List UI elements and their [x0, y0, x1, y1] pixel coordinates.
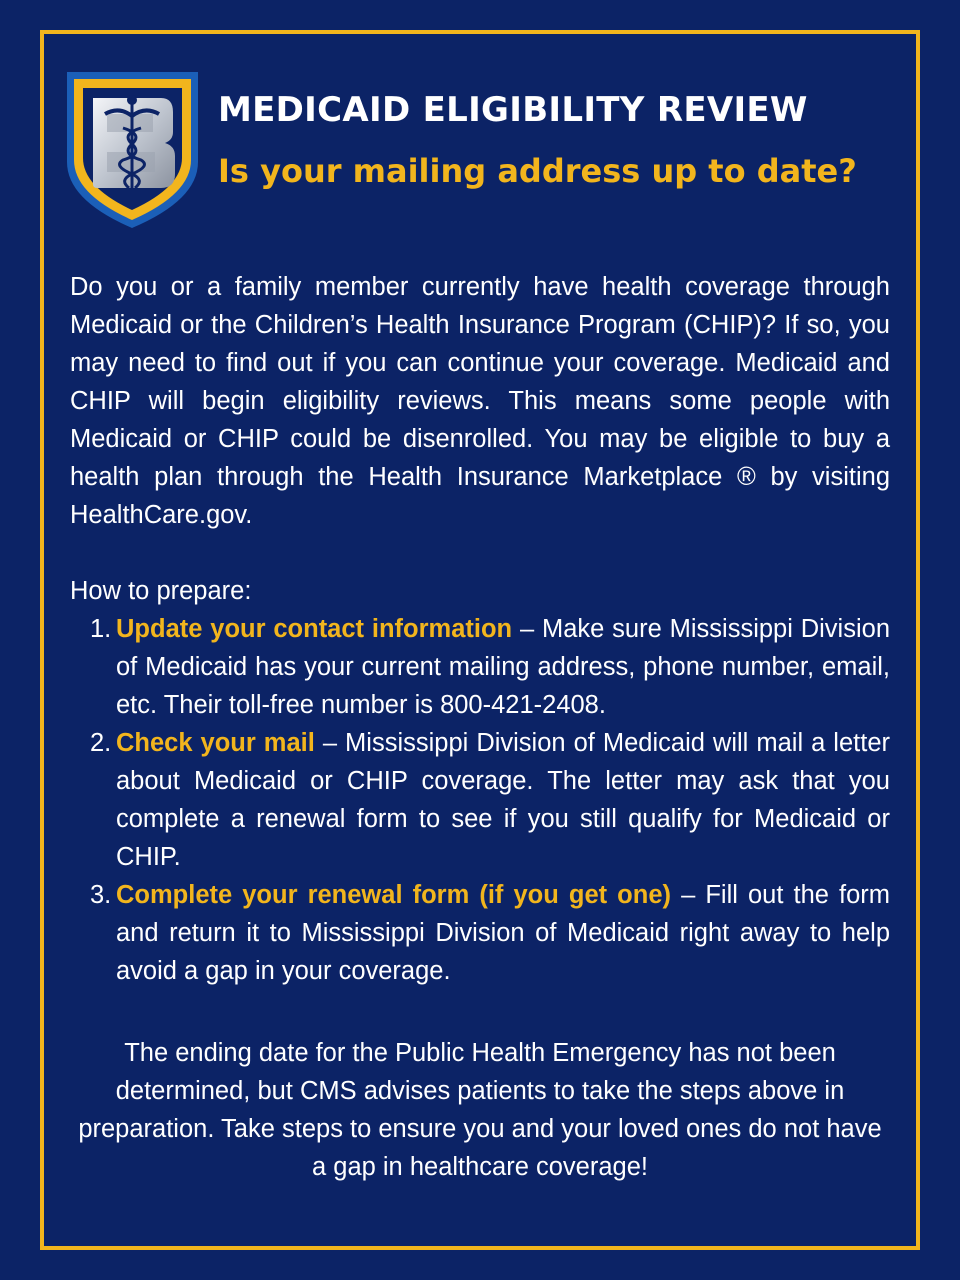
list-item	[90, 724, 890, 876]
step-text: – Mississippi Division of Medicaid will mail a letter about Medicaid or CHIP coverage. The letter may ask that you complete a renewal form to see if you still qualify for Medicaid or CHIP.	[116, 729, 890, 871]
step-text: – Fill out the form and return it to Mississippi Division of Medicaid right away to help avoid a gap in your coverage.	[116, 881, 890, 985]
closing-paragraph: The ending date for the Public Health Emergency has not been determined, but CMS advises patients to take the steps above in preparation. Take steps to ensure you and your loved ones do not have a gap in healthcare coverage!	[78, 1039, 882, 1181]
main-content	[70, 268, 890, 1186]
step-number: 3.	[90, 881, 112, 909]
step-title: Complete your renewal form (if you get one)	[116, 881, 672, 909]
step-number: 2.	[90, 729, 112, 757]
step-title: Check your mail	[116, 729, 315, 757]
list-item	[90, 610, 891, 724]
step-text: – Make sure Mississippi Division of Medicaid has your current mailing address, phone number, email, etc. Their toll-free number is 800-421-2408.	[116, 615, 891, 719]
caduceus-shield-icon	[65, 70, 200, 230]
intro-paragraph: Do you or a family member currently have health coverage through Medicaid or the Children’s Health Insurance Program (CHIP)? If so, you may need to find out if you can continue your coverage. Medicaid and CHIP will begin eligibility reviews. This means some people with Medicaid or CHIP could be disenrolled. You may be eligible to buy a health plan through the Health Insurance Marketplace ® by visiting HealthCare.gov.	[70, 273, 890, 529]
step-title: Update your contact information	[116, 615, 513, 643]
page-title: MEDICAID ELIGIBILITY REVIEW	[218, 90, 808, 130]
step-number: 1.	[90, 615, 112, 643]
list-item	[90, 876, 890, 990]
page-subtitle: Is your mailing address up to date?	[218, 152, 857, 190]
steps-list	[70, 610, 890, 990]
prepare-heading: How to prepare:	[70, 577, 252, 605]
